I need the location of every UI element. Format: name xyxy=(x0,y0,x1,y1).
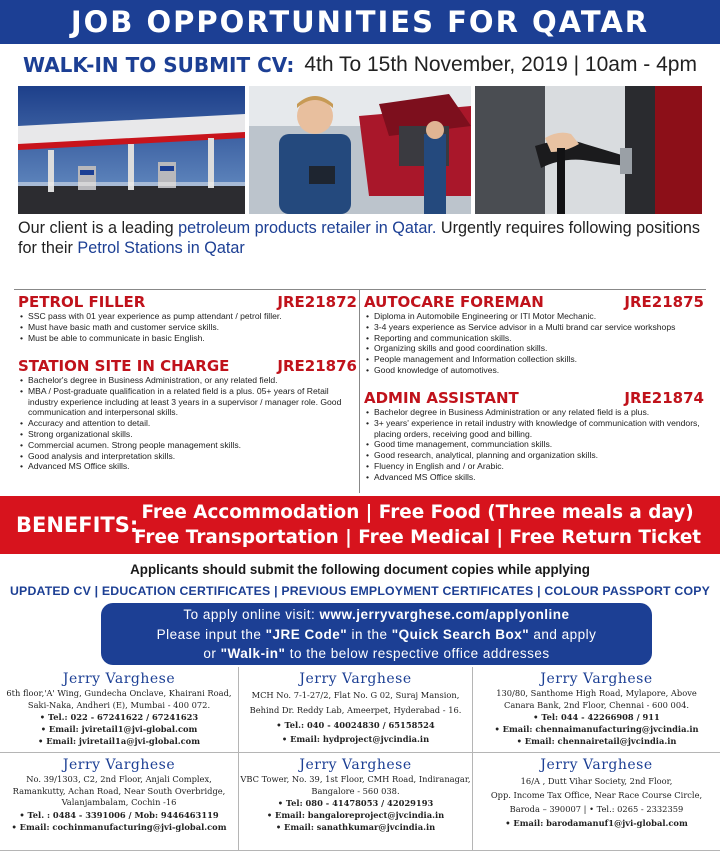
documents-list: UPDATED CV | EDUCATION CERTIFICATES | PREVIOUS EMPLOYMENT CERTIFICATES | COLOUR PASSPORT COPY xyxy=(9,584,711,598)
job-autocare-foreman xyxy=(360,293,706,376)
requirement-item: • Must be able to communicate in basic English. xyxy=(20,333,359,344)
office-address-line: Canara Bank, 2nd Floor, Chennai - 600 004. xyxy=(503,699,690,710)
benefits-line-2: Free Transportation | Free Medical | Free Return Ticket xyxy=(134,527,702,548)
requirement-item: • Good analysis and interpretation skills. xyxy=(20,451,359,462)
company-logo-text: Jerry Varghese xyxy=(62,757,176,773)
office-email[interactable]: • Email: hydproject@jvcindia.in xyxy=(281,734,430,744)
apply-line-2 xyxy=(101,625,652,645)
company-logo-text: Jerry Varghese xyxy=(299,757,412,773)
office-address-line: 6th floor,'A' Wing, Gundecha Onclave, Khairani Road, xyxy=(6,688,232,698)
requirement-item: • Diploma in Automobile Engineering or ITI Motor Mechanic. xyxy=(366,311,706,322)
requirement-item: • Bachelor's degree in Business Administration, or any related field. xyxy=(20,375,359,386)
office-address-line: Bangalore - 560 038. xyxy=(311,785,400,796)
requirement-item: • 3+ years' experience in retail industry with knowledge of communication with vendors, placing orders, receiving good and billing. xyxy=(366,418,706,440)
requirement-list xyxy=(360,407,706,483)
intro-part-1: Our client is a leading xyxy=(18,219,179,237)
job-column-right xyxy=(360,290,706,493)
office-email[interactable]: • Email: jviretail1a@jvi-global.com xyxy=(38,736,200,746)
mechanic-photo xyxy=(249,86,471,214)
intro-part-3: Urgently requires following positions for their xyxy=(18,219,701,257)
requirement-item: • Bachelor degree in Business Administration or any related field is a plus. xyxy=(366,407,706,418)
benefits-label: BENEFITS: xyxy=(16,513,139,537)
job-code: JRE21876 xyxy=(277,357,357,375)
requirement-item: • MBA / Post-graduate qualification in a related field is a plus. 05+ years of Retail industry experience including at least 3 years in a supervisor / manager role. Good communication and interpersonal skills. xyxy=(20,386,359,418)
office-email[interactable]: • Email: sanathkumar@jvcindia.in xyxy=(275,822,436,832)
office-phone: • Tel: 044 - 42266908 / 911 xyxy=(533,712,660,722)
walkin-label-bold: "Walk-in" xyxy=(220,646,286,662)
requirement-list xyxy=(360,311,706,376)
requirement-item: • SSC pass with 01 year experience as pump attendant / petrol filler. xyxy=(20,311,359,322)
requirement-item: • Good knowledge of automotives. xyxy=(366,365,706,376)
apply-text: and apply xyxy=(529,626,597,642)
benefits-banner xyxy=(0,496,720,554)
office-address-line: 16/A , Dutt Vihar Society, 2nd Floor, xyxy=(520,776,673,786)
office-email[interactable]: • Email: chennairetail@jvcindia.in xyxy=(516,736,677,746)
office-phone: • Tel.: 022 - 67241622 / 67241623 xyxy=(39,712,199,722)
job-title: PETROL FILLER xyxy=(18,293,146,311)
intro-highlight-stations: Petrol Stations in Qatar xyxy=(77,239,245,257)
requirement-item: • Must have basic math and customer service skills. xyxy=(20,322,359,333)
requirement-item: • People management and Information collection skills. xyxy=(366,354,706,365)
job-code: JRE21874 xyxy=(624,389,704,407)
requirement-item: • Advanced MS Office skills. xyxy=(20,461,359,472)
apply-online-box xyxy=(101,603,652,665)
company-logo-text: Jerry Varghese xyxy=(62,671,176,687)
office-address-line: Ramankutty, Achan Road, Near South Overbridge, xyxy=(12,785,226,796)
apply-text: in the xyxy=(347,626,392,642)
apply-text: or xyxy=(203,646,221,662)
job-column-left xyxy=(14,290,360,493)
office-address-line: No. 39/1303, C2, 2nd Floor, Anjali Complex, xyxy=(26,774,212,784)
job-admin-assistant xyxy=(360,389,706,483)
walkin-info xyxy=(0,47,720,83)
benefits-line-1: Free Accommodation | Free Food (Three meals a day) xyxy=(141,502,694,523)
requirement-list xyxy=(14,311,359,343)
office-email[interactable]: • Email: cochinmanufacturing@jvi-global.com xyxy=(11,821,227,832)
benefits-list xyxy=(134,500,701,550)
requirement-item: • Strong organizational skills. xyxy=(20,429,359,440)
requirement-item: • Organizing skills and good coordination skills. xyxy=(366,343,706,354)
requirement-item: • Good time management, communciation skills. xyxy=(366,439,706,450)
job-code: JRE21872 xyxy=(277,293,357,311)
office-hyderabad xyxy=(239,667,473,753)
apply-line-1 xyxy=(101,605,652,625)
walkin-dates: 4th To 15th November, 2019 | 10am - 4pm xyxy=(304,53,697,76)
jre-code-label: "JRE Code" xyxy=(265,626,348,642)
office-email[interactable]: • Email: bangaloreproject@jvcindia.in xyxy=(266,810,445,820)
requirement-list xyxy=(14,375,359,472)
office-baroda xyxy=(473,753,720,851)
intro-text xyxy=(18,218,708,258)
job-title: AUTOCARE FOREMAN xyxy=(364,293,544,311)
quick-search-label: "Quick Search Box" xyxy=(391,626,530,642)
documents-note: Applicants should submit the following document copies while applying xyxy=(130,562,590,577)
photo-strip xyxy=(18,86,702,214)
office-bangalore xyxy=(239,753,473,851)
walkin-label: WALK-IN TO SUBMIT CV: xyxy=(23,53,295,77)
fuel-nozzle-photo xyxy=(475,86,702,214)
requirement-item: • Good research, analytical, planning and organization skills. xyxy=(366,450,706,461)
office-phone: • Tel.: 040 - 40024830 / 65158524 xyxy=(276,720,435,730)
job-station-site-in-charge xyxy=(14,357,359,472)
office-addresses xyxy=(0,667,720,851)
apply-text: To apply online visit: xyxy=(183,607,320,622)
office-address-line: MCH No. 7-1-27/2, Flat No. G 02, Suraj Mansion, xyxy=(251,690,460,700)
office-chennai xyxy=(473,667,720,753)
apply-line-3 xyxy=(101,644,652,664)
job-title: ADMIN ASSISTANT xyxy=(364,389,519,407)
office-address-line: Baroda – 390007 | • Tel.: 0265 - 2332359 xyxy=(509,804,684,814)
intro-highlight-retailer: petroleum products retailer in Qatar. xyxy=(178,219,437,237)
job-petrol-filler xyxy=(14,293,359,343)
office-email[interactable]: • Email: jviretail1@jvi-global.com xyxy=(40,724,198,734)
office-address-line: 130/80, Santhome High Road, Mylapore, Above xyxy=(496,688,697,698)
job-title: STATION SITE IN CHARGE xyxy=(18,357,230,375)
apply-url-link[interactable]: www.jerryvarghese.com/applyonline xyxy=(319,607,570,622)
page-title: JOB OPPORTUNITIES FOR QATAR xyxy=(70,5,650,39)
petrol-station-photo xyxy=(18,86,245,214)
requirement-item: • Reporting and communication skills. xyxy=(366,333,706,344)
requirement-item: • Accuracy and attention to detail. xyxy=(20,418,359,429)
office-cochin xyxy=(0,753,239,851)
requirement-item: • Advanced MS Office skills. xyxy=(366,472,706,483)
header-banner xyxy=(0,0,720,44)
apply-text: to the below respective office addresses xyxy=(285,646,550,662)
job-listings xyxy=(14,289,706,492)
office-phone: • Tel. : 0484 - 3391006 / Mob: 9446463119 xyxy=(19,809,219,820)
office-email[interactable]: • Email: barodamanuf1@jvi-global.com xyxy=(505,818,688,828)
job-code: JRE21875 xyxy=(624,293,704,311)
office-address-line: Saki-Naka, Andheri (E), Mumbai - 400 072. xyxy=(27,699,211,710)
company-logo-text: Jerry Varghese xyxy=(299,671,412,687)
apply-text: Please input the xyxy=(156,626,266,642)
office-address-line: Opp. Income Tax Office, Near Race Course Circle, xyxy=(490,790,703,800)
requirement-item: • Commercial acumen. Strong people management skills. xyxy=(20,440,359,451)
company-logo-text: Jerry Varghese xyxy=(540,671,653,687)
office-address-line: Valanjambalam, Cochin -16 xyxy=(61,797,177,807)
requirement-item: • 3-4 years experience as Service advisor in a Multi brand car service workshops xyxy=(366,322,706,333)
requirement-item: • Fluency in English and / or Arabic. xyxy=(366,461,706,472)
office-email[interactable]: • Email: chennaimanufacturing@jvcindia.in xyxy=(494,724,699,734)
office-address-line: VBC Tower, No. 39, 1st Floor, CMH Road, Indiranagar, xyxy=(240,774,471,784)
office-mumbai xyxy=(0,667,239,753)
office-address-line: Behind Dr. Reddy Lab, Ameerpet, Hyderabad - 16. xyxy=(249,705,462,715)
company-logo-text: Jerry Varghese xyxy=(540,757,653,773)
office-phone: • Tel: 080 - 41478053 / 42029193 xyxy=(277,798,434,808)
